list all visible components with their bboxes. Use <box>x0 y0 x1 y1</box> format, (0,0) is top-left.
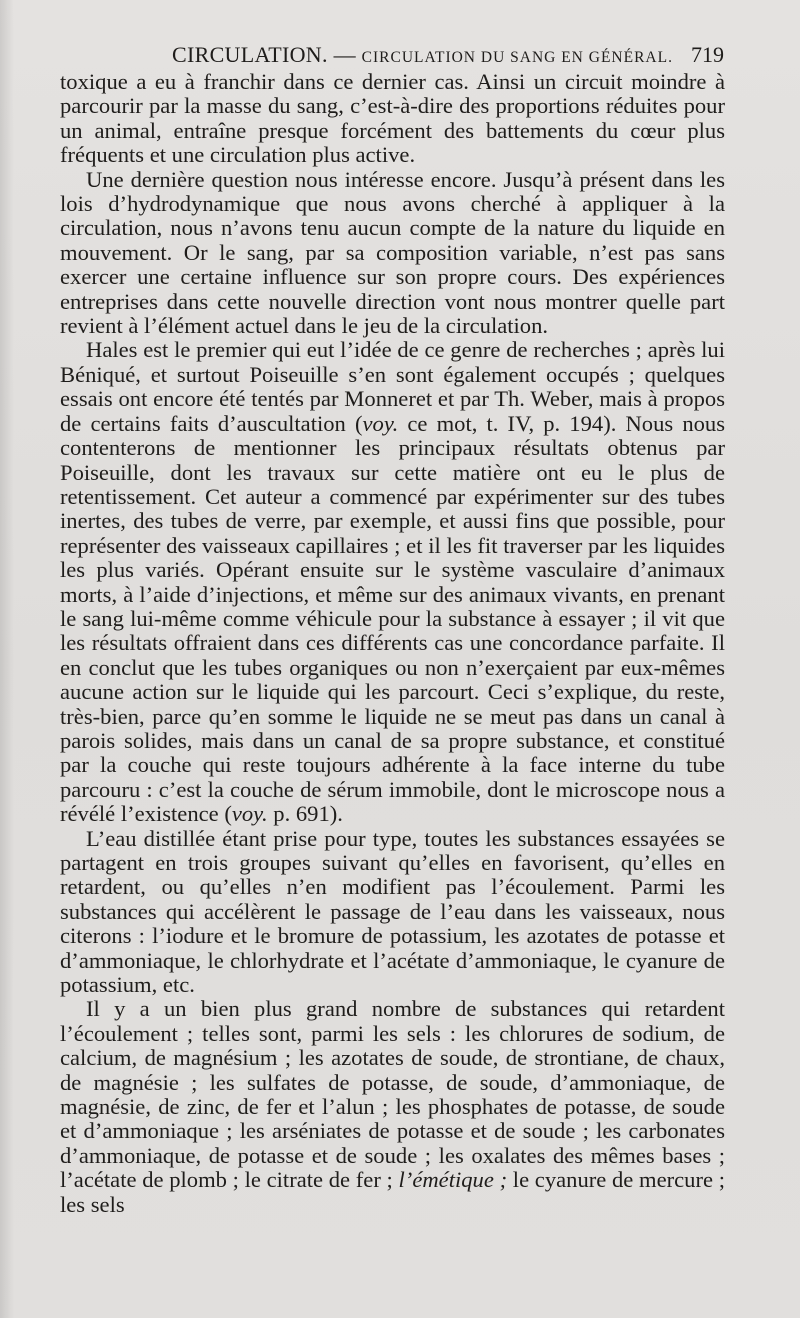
page-number: 719 <box>691 42 724 67</box>
paragraph-4: L’eau distillée étant prise pour type, toutes les substances essayées se partagent en trois groupes suivant qu’elles en favorisent, qu’elles en retardent, ou qu’elles n’en modifient pas l’écoulement. Parmi les substances qui accélèrent le passage de l’eau dans les vaisseaux, nous citerons : l’iodure et le bromure de potassium, les azotates de potasse et d’ammoniaque, le chlorhydrate et l’acétate d’ammoniaque, le cyanure de potassium, etc. <box>60 825 725 998</box>
running-head-title: CIRCULATION. <box>172 42 328 67</box>
running-head <box>60 38 726 72</box>
page-gutter-shadow <box>0 0 14 1318</box>
paragraph-3-part-b: ce mot, t. IV, p. 194). Nous nous contenterons de mentionner les principaux résultats obtenus par Poiseuille, dont les travaux sur cette matière ont eu le plus de retentissement. Cet auteur a commencé par expérimenter sur des tubes inertes, des tubes de verre, par exemple, et aussi fins que possible, pour représenter des vaisseaux capillaires ; et il les fit traverser par les liquides les plus variés. Opérant ensuite sur le système vasculaire d’animaux morts, à l’aide d’injections, et même sur des animaux vivants, en prenant le sang lui-même comme véhicule pour la substance à essayer ; il vit que les résultats offraient dans ces différents cas une concordance parfaite. Il en conclut que les tubes organiques ou non n’exerçaient par eux-mêmes aucune action sur le liquide qui les parcourt. Ceci s’explique, du reste, très-bien, parce qu’en somme le liquide ne se meut pas dans un canal à parois solides, mais dans un canal de sa propre substance, et constitué par la couche qui reste toujours adhérente à la face interne du tube parcouru : c’est la couche de sérum immobile, dont le microscope nous a révélé l’existence ( <box>60 410 726 827</box>
paragraph-3-part-a: Hales est le premier qui eut l’idée de ce genre de recherches ; après lui Béniqué, et surtout Poiseuille s’en sont également occupés ; quelques essais ont encore été tentés par Monneret et par Th. Weber, mais à propos de certains faits d’auscultation ( <box>60 337 725 436</box>
paragraph-5-part-b: le cyanure de mercure ; les sels <box>60 1167 725 1217</box>
body-text <box>60 70 725 1217</box>
paragraph-1: toxique a eu à franchir dans ce dernier cas. Ainsi un circuit moindre à parcourir par la masse du sang, c’est-à-dire des proportions réduites pour un animal, entraîne presque forcément des battements du cœur plus fréquents et une circulation plus active. <box>60 69 725 168</box>
running-head-separator: — <box>327 42 362 67</box>
paragraph-3-part-c: p. 691). <box>267 801 343 827</box>
voy-reference-2: voy. <box>231 801 268 827</box>
paragraph-5 <box>60 997 725 1217</box>
paragraph-2: Une dernière question nous intéresse encore. Jusqu’à présent dans les lois d’hydrodynamique que nous avons cherché à appliquer à la circulation, nous n’avons tenu aucun compte de la nature du liquide en mouvement. Or le sang, par sa composition variable, n’est pas sans exercer une certaine influence sur son propre cours. Des expériences entreprises dans cette nouvelle direction vont nous montrer quelle part revient à l’élément actuel dans le jeu de la circulation. <box>60 166 725 339</box>
paragraph-3 <box>60 338 725 826</box>
emetique-term: l’émétique ; <box>398 1167 508 1193</box>
running-head-subtitle: CIRCULATION DU SANG EN GÉNÉRAL. <box>361 49 673 66</box>
voy-reference-1: voy. <box>362 410 399 436</box>
paragraph-5-part-a: Il y a un bien plus grand nombre de substances qui retardent l’écoulement ; telles sont, parmi les sels : les chlorures de sodium, de calcium, de magnésium ; les azotates de soude, de strontiane, de chaux, de magnésie ; les sulfates de potasse, de soude, d’ammoniaque, de magnésie, de zinc, de fer et l’alun ; les phosphates de potasse, de soude et d’ammoniaque ; les arséniates de potasse et de soude ; les carbonates d’ammoniaque, de potasse et de soude ; les oxalates des mêmes bases ; l’acétate de plomb ; le citrate de fer ; <box>60 996 725 1193</box>
